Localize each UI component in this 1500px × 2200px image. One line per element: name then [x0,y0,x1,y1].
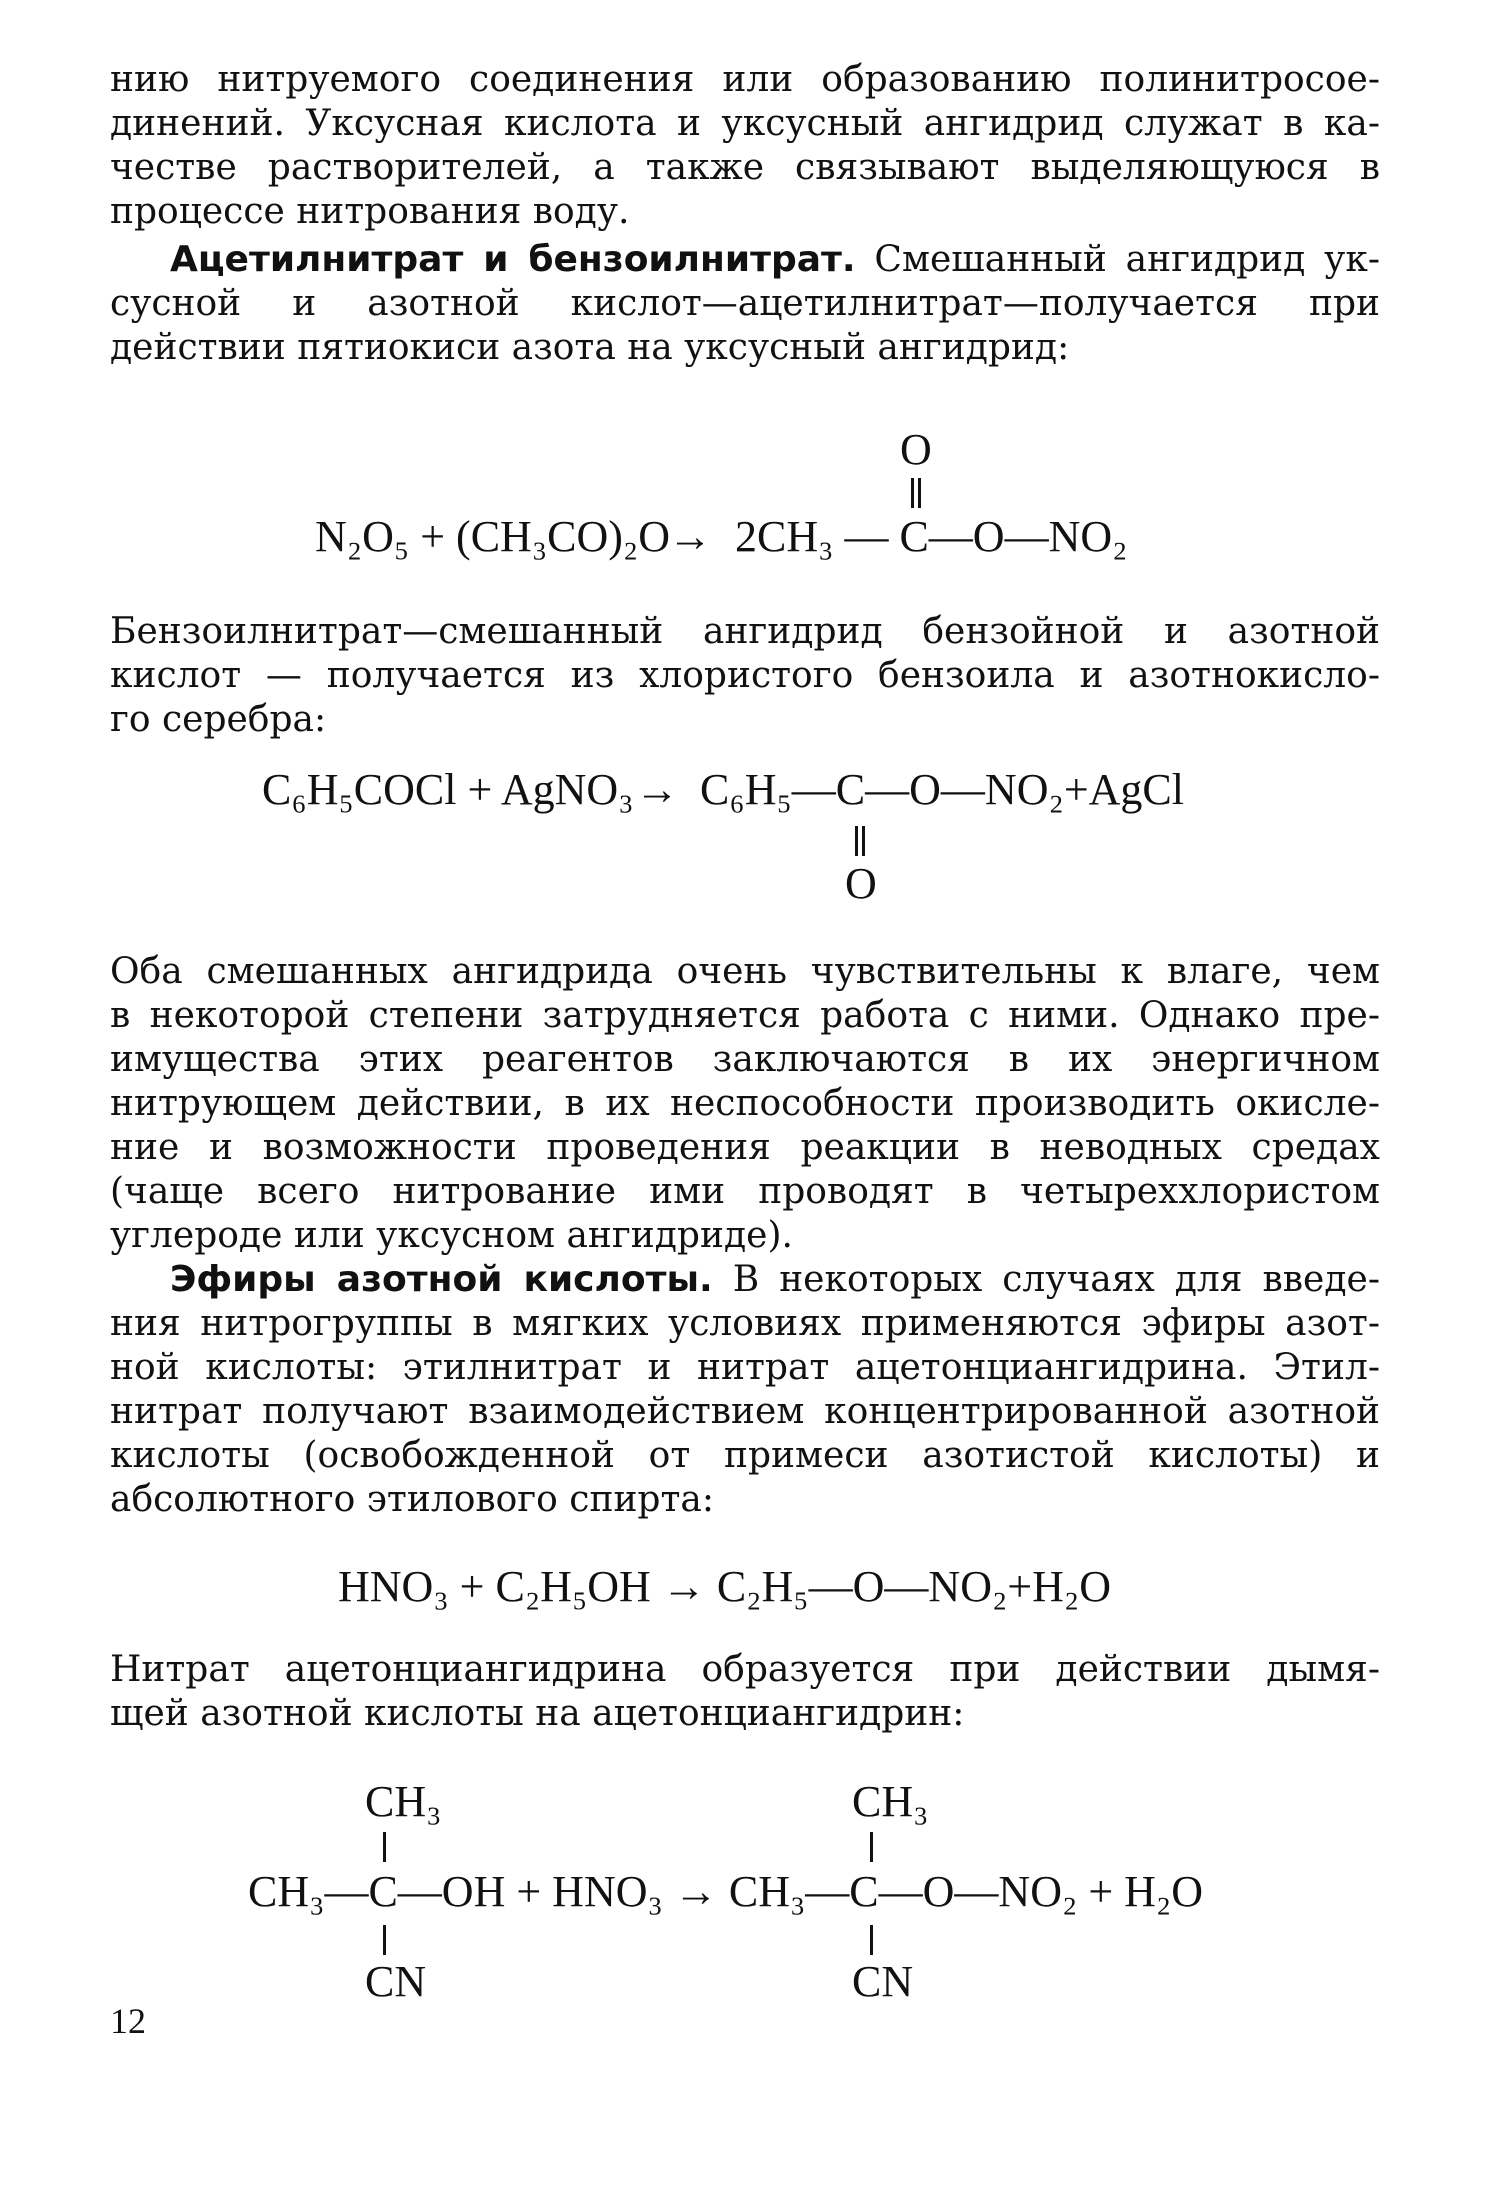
text-line: Нитрат ацетонциангидрина образуется при действии дымя- [110,1649,1380,1690]
single-bond [870,1832,873,1862]
text-line: Оба смешанных ангидрида очень чувствительны к влаге, чем [110,951,1380,992]
equation-main: CH₃—C—OH + HNO₃ → CH₃—C—O—NO₂ + H₂O [248,1867,1204,1916]
text-line: динений. Уксусная кислота и уксусный ангидрид служат в ка- [110,103,1380,144]
paragraph-1 [110,58,1380,234]
text-line: имущества этих реагентов заключаются в их энергичном [110,1039,1380,1080]
paragraph-benzoylnitrate [110,610,1380,742]
text-line: Бензоилнитрат—смешанный ангидрид бензойной и азотной [110,611,1380,652]
single-bond [870,1925,873,1955]
text-line [110,1258,1380,1302]
equation-3: HNO₃ + C₂H₅OH → C₂H₅—O—NO₂+H₂O [338,1562,1112,1611]
equation-arrow: → [635,765,679,814]
text-line: ние и возможности проведения реакции в неводных средах [110,1127,1380,1168]
cyano-bottom-left: CN [365,1957,427,2006]
text-line: ной кислоты: этилнитрат и нитрат ацетонциангидрина. Этил- [110,1347,1380,1388]
section-heading: Эфиры азотной кислоты. [170,1259,713,1300]
paragraph-acetylnitrate [110,238,1380,370]
text-line: нитрующем действии, в их неспособности производить окисле- [110,1083,1380,1124]
page-number: 12 [110,2001,146,2041]
text-line: углероде или уксусном ангидриде). [110,1215,793,1256]
text-line: честве растворителей, а также связывают выделяющуюся в [110,147,1380,188]
equation-right: 2CH₃ — C—O—NO₂ [735,512,1128,561]
text-line: нитрат получают взаимодействием концентрированной азотной [110,1391,1380,1432]
cyano-bottom-right: CN [852,1957,914,2006]
text-span: Смешанный ангидрид ук- [855,239,1380,280]
single-bond [383,1832,386,1862]
text-line: действии пятиокиси азота на уксусный ангидрид: [110,327,1070,368]
double-bond [911,478,921,508]
carbonyl-oxygen: O [900,425,932,474]
text-line: щей азотной кислоты на ацетонциангидрин: [110,1693,965,1734]
text-line: (чаще всего нитрование ими проводят в четыреххлористом [110,1171,1380,1212]
text-line: нию нитруемого соединения или образованию полинитросое- [110,59,1380,100]
text-line: кислот — получается из хлористого бензоила и азотнокисло- [110,655,1380,696]
text-line: процессе нитрования воду. [110,191,630,232]
text-line: го серебра: [110,699,327,740]
carbonyl-oxygen: O [845,859,877,908]
text-line: кислоты (освобожденной от примеси азотистой кислоты) и [110,1435,1380,1476]
text-line: абсолютного этилового спирта: [110,1479,714,1520]
text-line: в некоторой степени затрудняется работа с ними. Однако пре- [110,995,1380,1036]
equation-arrow: → [668,512,712,561]
paragraph-advantages [110,950,1380,1258]
text-span: В некоторых случаях для введе- [712,1259,1380,1300]
paragraph-nitric-esters [110,1258,1380,1522]
text-line [110,238,1380,282]
equation-right: C₆H₅—C—O—NO₂+AgCl [700,765,1184,814]
methyl-top-left: CH₃ [365,1777,442,1826]
methyl-top-right: CH₃ [852,1777,929,1826]
paragraph-acetone-cyanohydrin [110,1648,1380,1736]
text-line: сусной и азотной кислот—ацетилнитрат—получается при [110,283,1380,324]
single-bond [383,1925,386,1955]
section-heading: Ацетилнитрат и бензоилнитрат. [170,239,856,280]
equation-left: C₆H₅COCl + AgNO₃ [262,765,634,814]
double-bond [855,826,865,856]
text-line: ния нитрогруппы в мягких условиях применяются эфиры азот- [110,1303,1380,1344]
equation-left: N₂O₅ + (CH₃CO)₂O [315,512,671,561]
